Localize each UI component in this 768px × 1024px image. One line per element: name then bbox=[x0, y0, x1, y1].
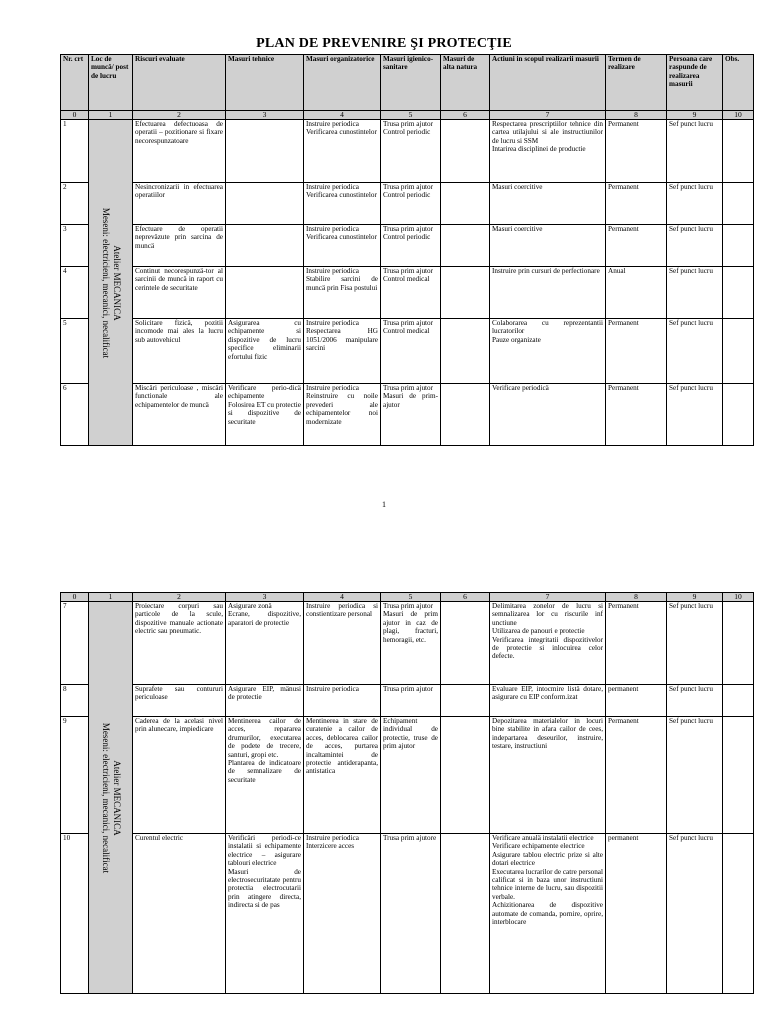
obs-cell bbox=[723, 685, 754, 717]
technical-measures-cell: Asigurarea cu echipamente si dispozitive de lucru specifice eliminarii efortului fizic bbox=[226, 319, 304, 384]
risk-cell: Continut necorespunzä-tor al sarcinii de muncä in raport cu cerintele de securitate bbox=[133, 267, 226, 319]
organizational-measures-cell: Instruire periodica bbox=[304, 685, 381, 717]
risk-cell: Efectuarea defectuoasa de operatii – pozitionare si fixare necorespunzatoare bbox=[133, 120, 226, 183]
obs-cell bbox=[723, 120, 754, 183]
hygiene-measures-cell: Trusa prim ajutore bbox=[381, 834, 441, 994]
row-number: 7 bbox=[61, 602, 89, 685]
other-measures-cell bbox=[441, 225, 490, 267]
responsible-cell: Sef punct lucru bbox=[667, 834, 723, 994]
col-num: 6 bbox=[441, 593, 490, 602]
workplace-cell bbox=[89, 602, 133, 994]
workplace-occupations: Meseni: electricieni, mecanici, necalificat bbox=[100, 207, 111, 358]
deadline-cell: Permanent bbox=[606, 602, 667, 685]
deadline-cell: Permanent bbox=[606, 120, 667, 183]
hygiene-measures-cell: Trusa prim ajutor Control medical bbox=[381, 267, 441, 319]
other-measures-cell bbox=[441, 384, 490, 446]
organizational-measures-cell: Instruire periodica Stabilire sarcini de muncä prin Fisa postului bbox=[304, 267, 381, 319]
organizational-measures-cell: Instruire periodica Verificarea cunostintelor bbox=[304, 183, 381, 225]
hygiene-measures-cell: Trusa prim ajutor Control medical bbox=[381, 319, 441, 384]
hygiene-measures-cell: Trusa prim ajutor Control periodic bbox=[381, 120, 441, 183]
risk-cell: Nesincronizarii in efectuarea operatiilor bbox=[133, 183, 226, 225]
column-number-row bbox=[61, 111, 754, 120]
risk-cell: Caderea de la acelasi nivel prin alunecare, impiedicare bbox=[133, 717, 226, 834]
header-organizational: Masuri organizatorice bbox=[304, 55, 381, 111]
risk-cell: Proiectare corpuri sau particole de la scule, dispozitive manuale actionate electric sau pneumatic. bbox=[133, 602, 226, 685]
actions-cell: Verificare anualä instalatii electrice Verificare echipamente electrice Asigurare tablou electric prize si alte dotari electrice Executarea lucrarilor de catre personal calificat si in baza unor instructiuni tehnice interne de lucru, sau dispozitii verbale. Achizitionarea de dispozitive automate de comanda, pornire, oprire, interblocare bbox=[490, 834, 606, 994]
risk-cell: Miscäri periculoase , miscäri functionale ale echipamentelor de muncä bbox=[133, 384, 226, 446]
actions-cell: Instruire prin cursuri de perfectionare bbox=[490, 267, 606, 319]
table-row bbox=[61, 183, 754, 225]
deadline-cell: permanent bbox=[606, 834, 667, 994]
header-row bbox=[61, 55, 754, 111]
col-num: 4 bbox=[304, 593, 381, 602]
row-number: 2 bbox=[61, 183, 89, 225]
col-num: 9 bbox=[667, 593, 723, 602]
deadline-cell: Permanent bbox=[606, 225, 667, 267]
other-measures-cell bbox=[441, 834, 490, 994]
row-number: 8 bbox=[61, 685, 89, 717]
col-num: 6 bbox=[441, 111, 490, 120]
other-measures-cell bbox=[441, 685, 490, 717]
other-measures-cell bbox=[441, 267, 490, 319]
organizational-measures-cell: Mentinerea in stare de curatenie a cailor de acces, deblocarea cailor de acces, purtarea incaltamintei de protectie antiderapanta, antistatica bbox=[304, 717, 381, 834]
organizational-measures-cell: Instruire periodica Verificarea cunostintelor bbox=[304, 225, 381, 267]
risk-cell: Efectuare de operatii nepreväzute prin sarcina de muncä bbox=[133, 225, 226, 267]
other-measures-cell bbox=[441, 183, 490, 225]
other-measures-cell bbox=[441, 602, 490, 685]
header-deadline: Termen de realizare bbox=[606, 55, 667, 111]
responsible-cell: Sef punct lucru bbox=[667, 602, 723, 685]
col-num: 0 bbox=[61, 593, 89, 602]
obs-cell bbox=[723, 602, 754, 685]
table-row bbox=[61, 319, 754, 384]
organizational-measures-cell: Instruire periodica Verificarea cunostintelor bbox=[304, 120, 381, 183]
other-measures-cell bbox=[441, 319, 490, 384]
actions-cell: Colaborarea cu reprezentantii lucratorilor Pauze organizate bbox=[490, 319, 606, 384]
col-num: 1 bbox=[89, 111, 133, 120]
responsible-cell: Sef punct lucru bbox=[667, 267, 723, 319]
responsible-cell: Sef punct lucru bbox=[667, 183, 723, 225]
technical-measures-cell: Asigurare EIP, mänusi de protectie bbox=[226, 685, 304, 717]
obs-cell bbox=[723, 319, 754, 384]
deadline-cell: Permanent bbox=[606, 384, 667, 446]
col-num: 5 bbox=[381, 593, 441, 602]
workplace-occupations: Meseni: electricieni, mecanici, necalificat bbox=[100, 722, 111, 873]
column-number-row bbox=[61, 593, 754, 602]
responsible-cell: Sef punct lucru bbox=[667, 384, 723, 446]
header-risks: Riscuri evaluate bbox=[133, 55, 226, 111]
workplace-name: Atelier MECANICA bbox=[111, 759, 122, 836]
risk-cell: Solicitare fizicä, pozitii incomode mai ales la lucru sub autovehicul bbox=[133, 319, 226, 384]
row-number: 3 bbox=[61, 225, 89, 267]
row-number: 10 bbox=[61, 834, 89, 994]
row-number: 6 bbox=[61, 384, 89, 446]
hygiene-measures-cell: Trusa prim ajutor Masuri de prim-ajutor bbox=[381, 384, 441, 446]
obs-cell bbox=[723, 717, 754, 834]
actions-cell: Masuri coercitive bbox=[490, 183, 606, 225]
workplace-label bbox=[100, 722, 122, 872]
col-num: 7 bbox=[490, 111, 606, 120]
header-nr-crt: Nr. crt bbox=[61, 55, 89, 111]
obs-cell bbox=[723, 225, 754, 267]
col-num: 8 bbox=[606, 111, 667, 120]
actions-cell: Evaluare EIP, intocmire listä dotare, asigurare cu EIP conform.izat bbox=[490, 685, 606, 717]
deadline-cell: Permanent bbox=[606, 319, 667, 384]
technical-measures-cell: Verificare perio-dicä echipamente Folosirea ET cu protectie si dispozitive de securitate bbox=[226, 384, 304, 446]
workplace-cell bbox=[89, 120, 133, 446]
table-row bbox=[61, 267, 754, 319]
table-row bbox=[61, 120, 754, 183]
row-number: 5 bbox=[61, 319, 89, 384]
col-num: 3 bbox=[226, 593, 304, 602]
header-responsible: Persoana care raspunde de realizarea masurii bbox=[667, 55, 723, 111]
header-obs: Obs. bbox=[723, 55, 754, 111]
row-number: 4 bbox=[61, 267, 89, 319]
table-row bbox=[61, 384, 754, 446]
responsible-cell: Sef punct lucru bbox=[667, 717, 723, 834]
deadline-cell: Anual bbox=[606, 267, 667, 319]
technical-measures-cell bbox=[226, 267, 304, 319]
plan-table-page-2 bbox=[60, 592, 754, 994]
technical-measures-cell: Asigurare zonä Ecrane, dispozitive, aparatori de protectie bbox=[226, 602, 304, 685]
header-workplace: Loc de muncă/ post de lucru bbox=[89, 55, 133, 111]
table-row bbox=[61, 717, 754, 834]
organizational-measures-cell: Instruire periodica Reinstruire cu noile prevederi ale echipamentelor noi modernizate bbox=[304, 384, 381, 446]
risk-cell: Suprafete sau contururi periculoase bbox=[133, 685, 226, 717]
other-measures-cell bbox=[441, 717, 490, 834]
row-number: 9 bbox=[61, 717, 89, 834]
col-num: 9 bbox=[667, 111, 723, 120]
col-num: 2 bbox=[133, 593, 226, 602]
hygiene-measures-cell: Trusa prim ajutor bbox=[381, 685, 441, 717]
col-num: 8 bbox=[606, 593, 667, 602]
technical-measures-cell: Verificäri periodi-ce instalatii si echipamente electrice – asigurare tablouri electrice Masuri de electrosecuritatate pentru protectia electrocutarii prin atingere directa, indirecta si de pas bbox=[226, 834, 304, 994]
actions-cell: Masuri coercitive bbox=[490, 225, 606, 267]
organizational-measures-cell: Instruire periodica Interzicere acces bbox=[304, 834, 381, 994]
other-measures-cell bbox=[441, 120, 490, 183]
responsible-cell: Sef punct lucru bbox=[667, 319, 723, 384]
deadline-cell: Permanent bbox=[606, 183, 667, 225]
hygiene-measures-cell: Trusa prim ajutor Masuri de prim ajutor in caz de plagi, fracturi, hemoragii, etc. bbox=[381, 602, 441, 685]
organizational-measures-cell: Instruire periodica si constientizare personal bbox=[304, 602, 381, 685]
technical-measures-cell: Mentinerea cailor de acces, repararea drumurilor, executarea de podete de trecere, santuri, gropi etc. Plantarea de indicatoare de semnalizare de securitate bbox=[226, 717, 304, 834]
col-num: 4 bbox=[304, 111, 381, 120]
header-technical: Masuri tehnice bbox=[226, 55, 304, 111]
responsible-cell: Sef punct lucru bbox=[667, 685, 723, 717]
col-num: 2 bbox=[133, 111, 226, 120]
col-num: 7 bbox=[490, 593, 606, 602]
col-num: 1 bbox=[89, 593, 133, 602]
col-num: 10 bbox=[723, 593, 754, 602]
technical-measures-cell bbox=[226, 183, 304, 225]
table-row bbox=[61, 834, 754, 994]
table-row bbox=[61, 685, 754, 717]
col-num: 10 bbox=[723, 111, 754, 120]
table-row bbox=[61, 225, 754, 267]
document-title: PLAN DE PREVENIRE ŞI PROTECŢIE bbox=[256, 36, 512, 51]
deadline-cell: Permanent bbox=[606, 717, 667, 834]
hygiene-measures-cell: Trusa prim ajutor Control periodic bbox=[381, 225, 441, 267]
actions-cell: Verificare periodicä bbox=[490, 384, 606, 446]
actions-cell: Delimitarea zonelor de lucru si semnalizarea lor cu riscurile inf unctiune Utilizarea de panouri e protectie Verificarea integritatii dispozitivelor de protectie si inlocuirea celor defecte. bbox=[490, 602, 606, 685]
col-num: 0 bbox=[61, 111, 89, 120]
col-num: 3 bbox=[226, 111, 304, 120]
technical-measures-cell bbox=[226, 120, 304, 183]
workplace-label bbox=[100, 207, 122, 357]
header-hygiene: Masuri igienico-sanitare bbox=[381, 55, 441, 111]
page-number: 1 bbox=[382, 500, 386, 509]
hygiene-measures-cell: Echipament individual de protectie, truse de prim ajutor bbox=[381, 717, 441, 834]
header-actions: Actiuni in scopul realizarii masurii bbox=[490, 55, 606, 111]
risk-cell: Curentul electric bbox=[133, 834, 226, 994]
responsible-cell: Sef punct lucru bbox=[667, 120, 723, 183]
row-number: 1 bbox=[61, 120, 89, 183]
actions-cell: Depozitarea materialelor in locuri bine stabilite in afara cailor de cees, indepartarea deseurilor, instruire, testare, instructiuni bbox=[490, 717, 606, 834]
col-num: 5 bbox=[381, 111, 441, 120]
table-row bbox=[61, 602, 754, 685]
workplace-name: Atelier MECANICA bbox=[111, 244, 122, 321]
actions-cell: Respectarea prescriptiilor tehnice din cartea utilajului si ale instructiunilor de lucru si SSM Intarirea disciplinei de productie bbox=[490, 120, 606, 183]
technical-measures-cell bbox=[226, 225, 304, 267]
obs-cell bbox=[723, 384, 754, 446]
obs-cell bbox=[723, 183, 754, 225]
responsible-cell: Sef punct lucru bbox=[667, 225, 723, 267]
plan-table-page-1 bbox=[60, 54, 754, 446]
obs-cell bbox=[723, 267, 754, 319]
deadline-cell: permanent bbox=[606, 685, 667, 717]
obs-cell bbox=[723, 834, 754, 994]
header-other: Masuri de alta natura bbox=[441, 55, 490, 111]
hygiene-measures-cell: Trusa prim ajutor Control periodic bbox=[381, 183, 441, 225]
organizational-measures-cell: Instruire periodica Respectarea HG 1051/2006 manipulare sarcini bbox=[304, 319, 381, 384]
